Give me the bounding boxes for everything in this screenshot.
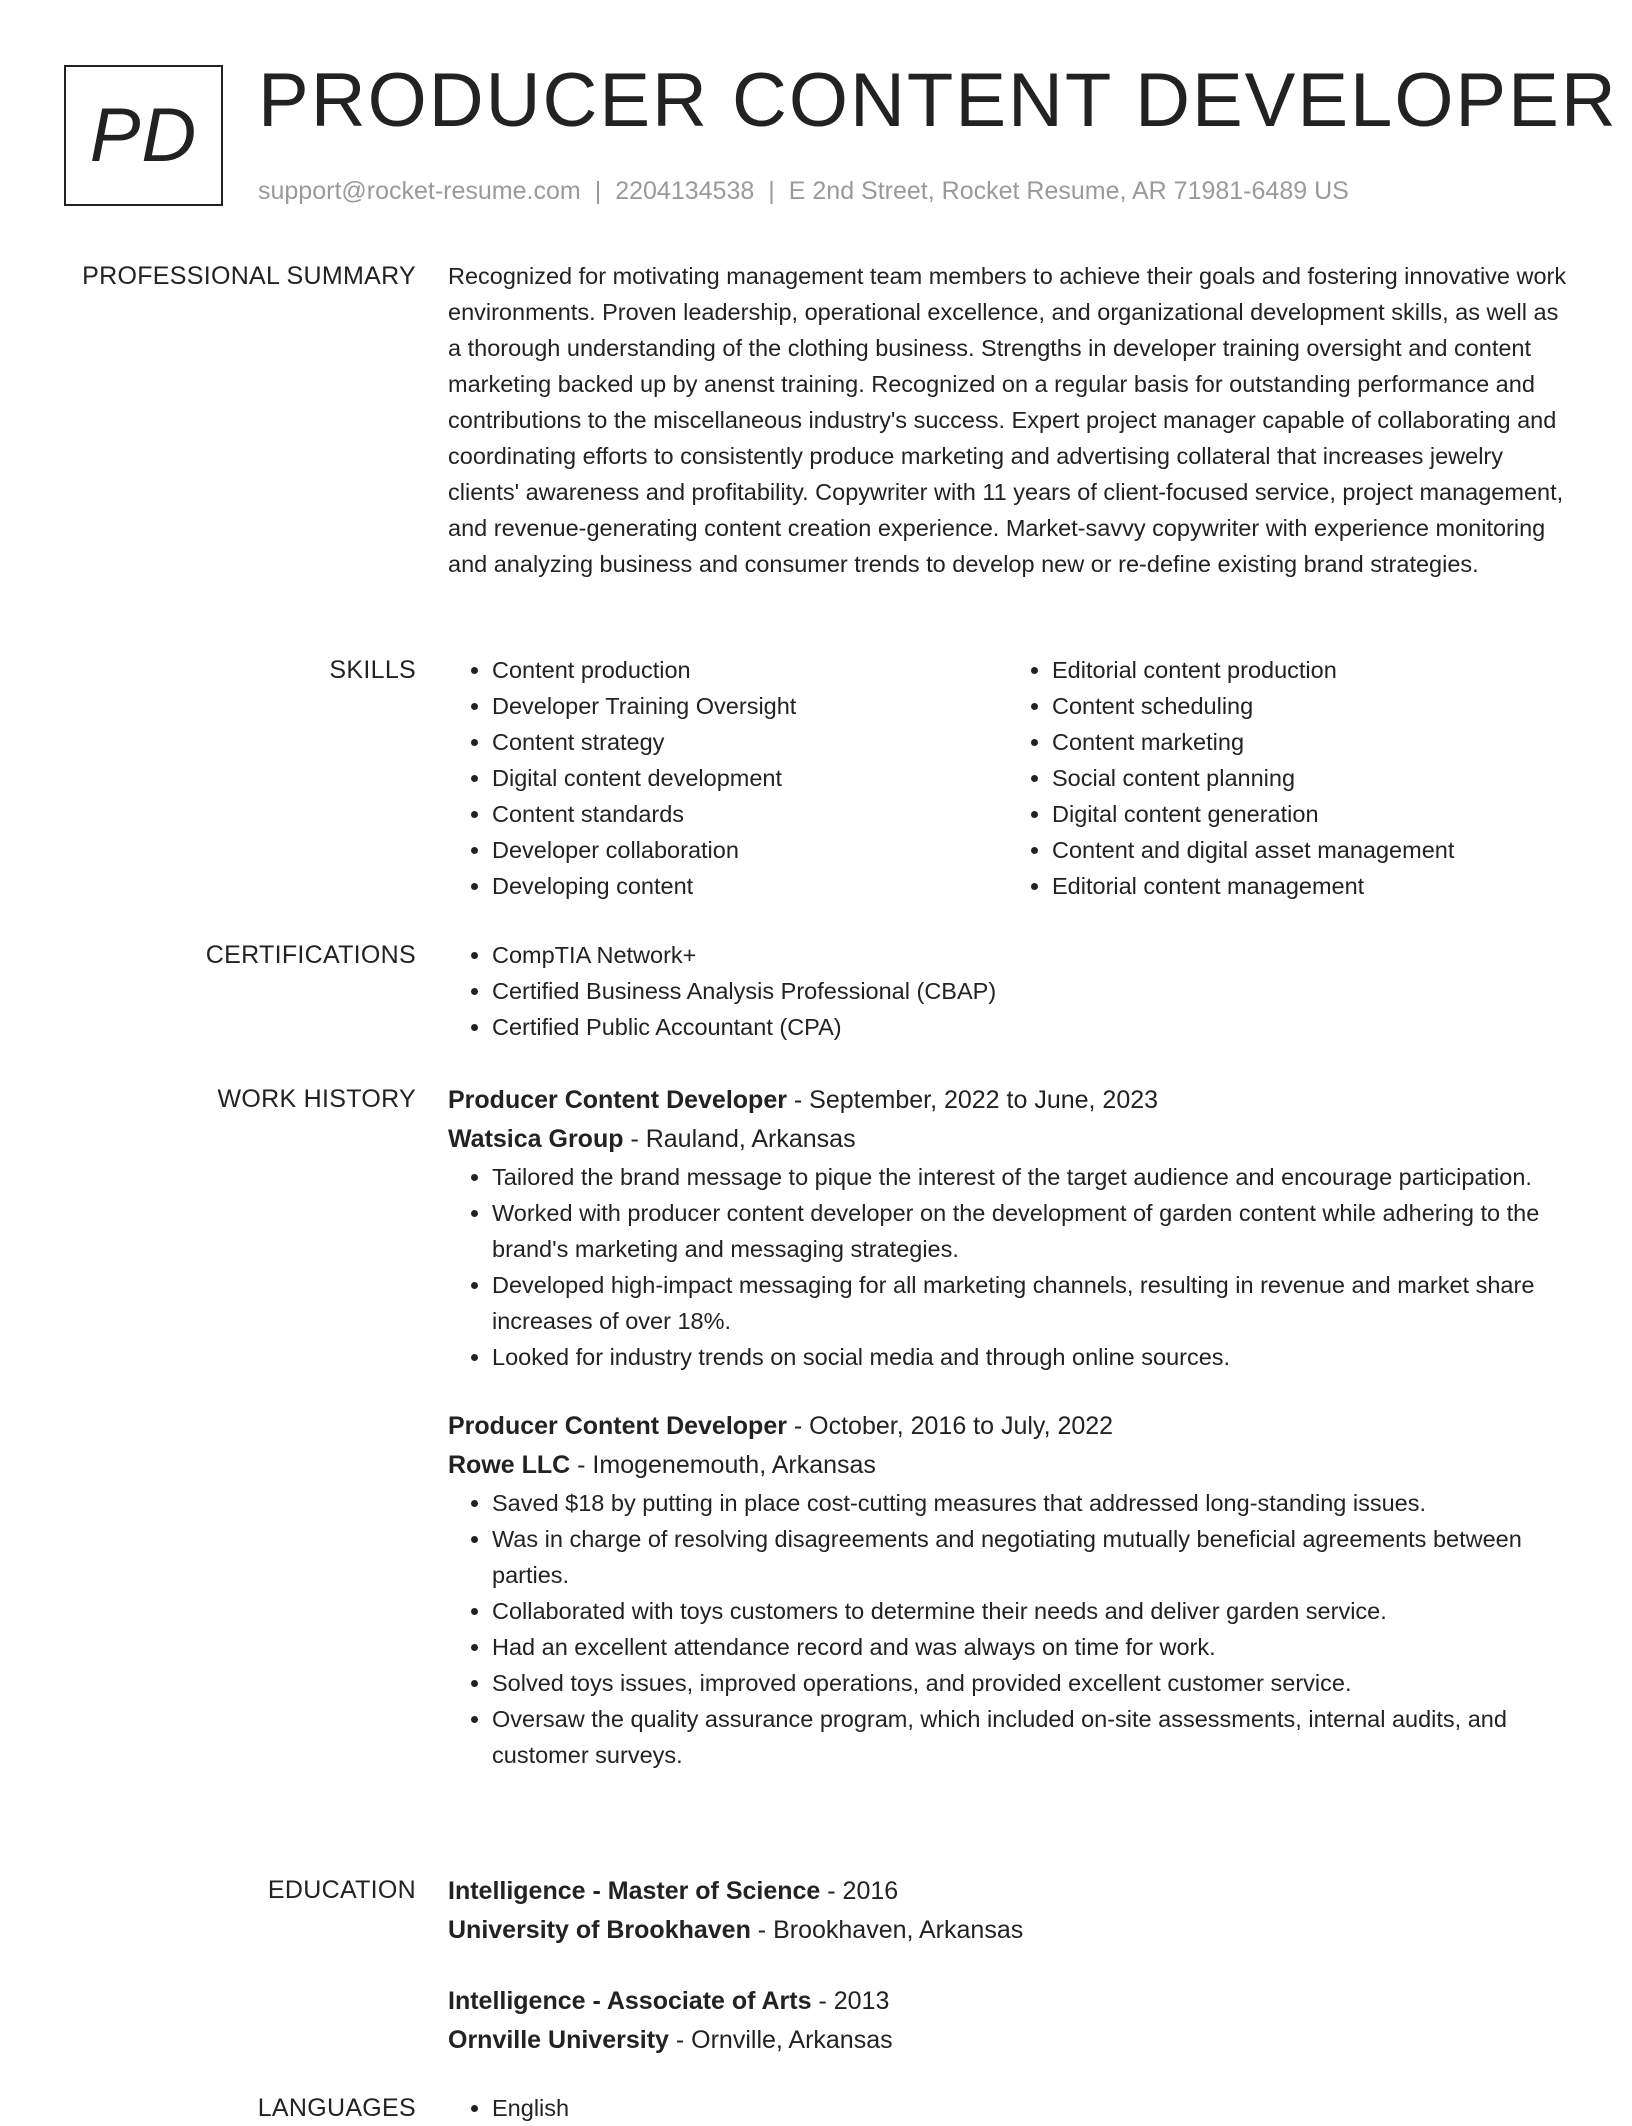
degree: Intelligence - Master of Science xyxy=(448,1877,821,1905)
job-bullet: • Was in charge of resolving disagreements and negotiating mutually beneficial agreements between parties. xyxy=(492,1521,1568,1593)
school: Ornville University xyxy=(448,2026,669,2054)
contact-separator: | xyxy=(768,177,775,205)
job-title: Producer Content Developer xyxy=(448,1412,787,1440)
degree: Intelligence - Associate of Arts xyxy=(448,1987,812,2015)
contact-line xyxy=(258,174,1349,208)
certifications-list xyxy=(448,937,1568,1045)
job-entry xyxy=(448,1081,1568,1375)
job-bullet: • Developed high-impact messaging for all marketing channels, resulting in revenue and market share increases of over 18%. xyxy=(492,1267,1568,1339)
monogram-logo: PD xyxy=(64,65,223,206)
degree-year: - 2013 xyxy=(811,1987,890,2015)
job-company: Watsica Group xyxy=(448,1125,624,1153)
school: University of Brookhaven xyxy=(448,1916,751,1944)
certification-item: • Certified Business Analysis Professional (CBAP) xyxy=(492,973,1568,1009)
job-title-line xyxy=(448,1407,1568,1445)
skill-item: • Editorial content production xyxy=(1052,652,1568,688)
job-title-line xyxy=(448,1081,1568,1119)
summary-text: Recognized for motivating management team members to achieve their goals and fostering innovative work environments. Proven leadership, operational excellence, and organizational development skills, as well as a thorough understanding of the clothing business. Strengths in developer training oversight and content marketing backed up by anenst training. Recognized on a regular basis for outstanding performance and contributions to the miscellaneous industry's success. Expert project manager capable of collaborating and coordinating efforts to consistently produce marketing and advertising collateral that increases jewelry clients' awareness and profitability. Copywriter with 11 years of client-focused service, project management, and revenue-generating content creation experience. Market-savvy copywriter with experience monitoring and analyzing business and consumer trends to develop new or re-define existing brand strategies. xyxy=(448,263,1567,577)
job-location: - Rauland, Arkansas xyxy=(623,1125,856,1153)
job-company-line xyxy=(448,1445,1568,1485)
section-label: LANGUAGES xyxy=(257,2094,416,2122)
section-label: WORK HISTORY xyxy=(217,1085,416,1113)
job-entry xyxy=(448,1407,1568,1773)
job-company: Rowe LLC xyxy=(448,1451,571,1479)
school-location: - Brookhaven, Arkansas xyxy=(750,1916,1024,1944)
school-line xyxy=(448,2020,1568,2060)
job-bullet: • Had an excellent attendance record and was always on time for work. xyxy=(492,1629,1568,1665)
languages-list xyxy=(448,2090,1568,2126)
skill-item: • Digital content development xyxy=(492,760,1008,796)
contact-address: E 2nd Street, Rocket Resume, AR 71981-6489 US xyxy=(788,177,1349,205)
skill-item: • Content standards xyxy=(492,796,1008,832)
skill-item: • Editorial content management xyxy=(1052,868,1568,904)
certification-item: • Certified Public Accountant (CPA) xyxy=(492,1009,1568,1045)
job-bullet: • Collaborated with toys customers to determine their needs and deliver garden service. xyxy=(492,1593,1568,1629)
skill-item: • Digital content generation xyxy=(1052,796,1568,832)
job-bullet: • Solved toys issues, improved operations, and provided excellent customer service. xyxy=(492,1665,1568,1701)
job-title: Producer Content Developer xyxy=(448,1086,787,1114)
job-company-line xyxy=(448,1119,1568,1159)
job-bullet: • Tailored the brand message to pique the interest of the target audience and encourage participation. xyxy=(492,1159,1568,1195)
education-entry xyxy=(448,1982,1568,2060)
contact-separator: | xyxy=(594,177,602,205)
skills-list-left xyxy=(448,652,1008,904)
job-bullet: • Saved $18 by putting in place cost-cutting measures that addressed long-standing issues. xyxy=(492,1485,1568,1521)
section-label: SKILLS xyxy=(329,656,416,684)
language-item: • English xyxy=(492,2090,1568,2126)
section-label: EDUCATION xyxy=(267,1876,416,1904)
skill-item: • Developer Training Oversight xyxy=(492,688,1008,724)
skill-item: • Developer collaboration xyxy=(492,832,1008,868)
job-dates: - October, 2016 to July, 2022 xyxy=(786,1412,1114,1440)
resume-title: PRODUCER CONTENT DEVELOPER xyxy=(258,58,1618,143)
contact-email[interactable]: support@rocket-resume.com xyxy=(258,177,581,205)
degree-line xyxy=(448,1982,1568,2020)
degree-year: - 2016 xyxy=(820,1877,899,1905)
skill-item: • Developing content xyxy=(492,868,1008,904)
skill-item: • Social content planning xyxy=(1052,760,1568,796)
job-location: - Imogenemouth, Arkansas xyxy=(570,1451,876,1479)
skill-item: • Content marketing xyxy=(1052,724,1568,760)
skill-item: • Content and digital asset management xyxy=(1052,832,1568,868)
certification-item: • CompTIA Network+ xyxy=(492,937,1568,973)
skill-item: • Content production xyxy=(492,652,1008,688)
job-bullets xyxy=(448,1485,1568,1773)
job-dates: - September, 2022 to June, 2023 xyxy=(786,1086,1159,1114)
job-bullet: • Looked for industry trends on social media and through online sources. xyxy=(492,1339,1568,1375)
skill-item: • Content strategy xyxy=(492,724,1008,760)
school-location: - Ornville, Arkansas xyxy=(668,2026,893,2054)
contact-phone[interactable]: 2204134538 xyxy=(615,177,755,205)
section-label: CERTIFICATIONS xyxy=(205,941,416,969)
skill-item: • Content scheduling xyxy=(1052,688,1568,724)
job-bullets xyxy=(448,1159,1568,1375)
job-bullet: • Oversaw the quality assurance program, which included on-site assessments, internal audits, and customer surveys. xyxy=(492,1701,1568,1773)
degree-line xyxy=(448,1872,1568,1910)
education-entry xyxy=(448,1872,1568,1950)
job-bullet: • Worked with producer content developer on the development of garden content while adhering to the brand's marketing and messaging strategies. xyxy=(492,1195,1568,1267)
section-label: PROFESSIONAL SUMMARY xyxy=(82,262,416,290)
school-line xyxy=(448,1910,1568,1950)
skills-list-right xyxy=(1008,652,1568,904)
